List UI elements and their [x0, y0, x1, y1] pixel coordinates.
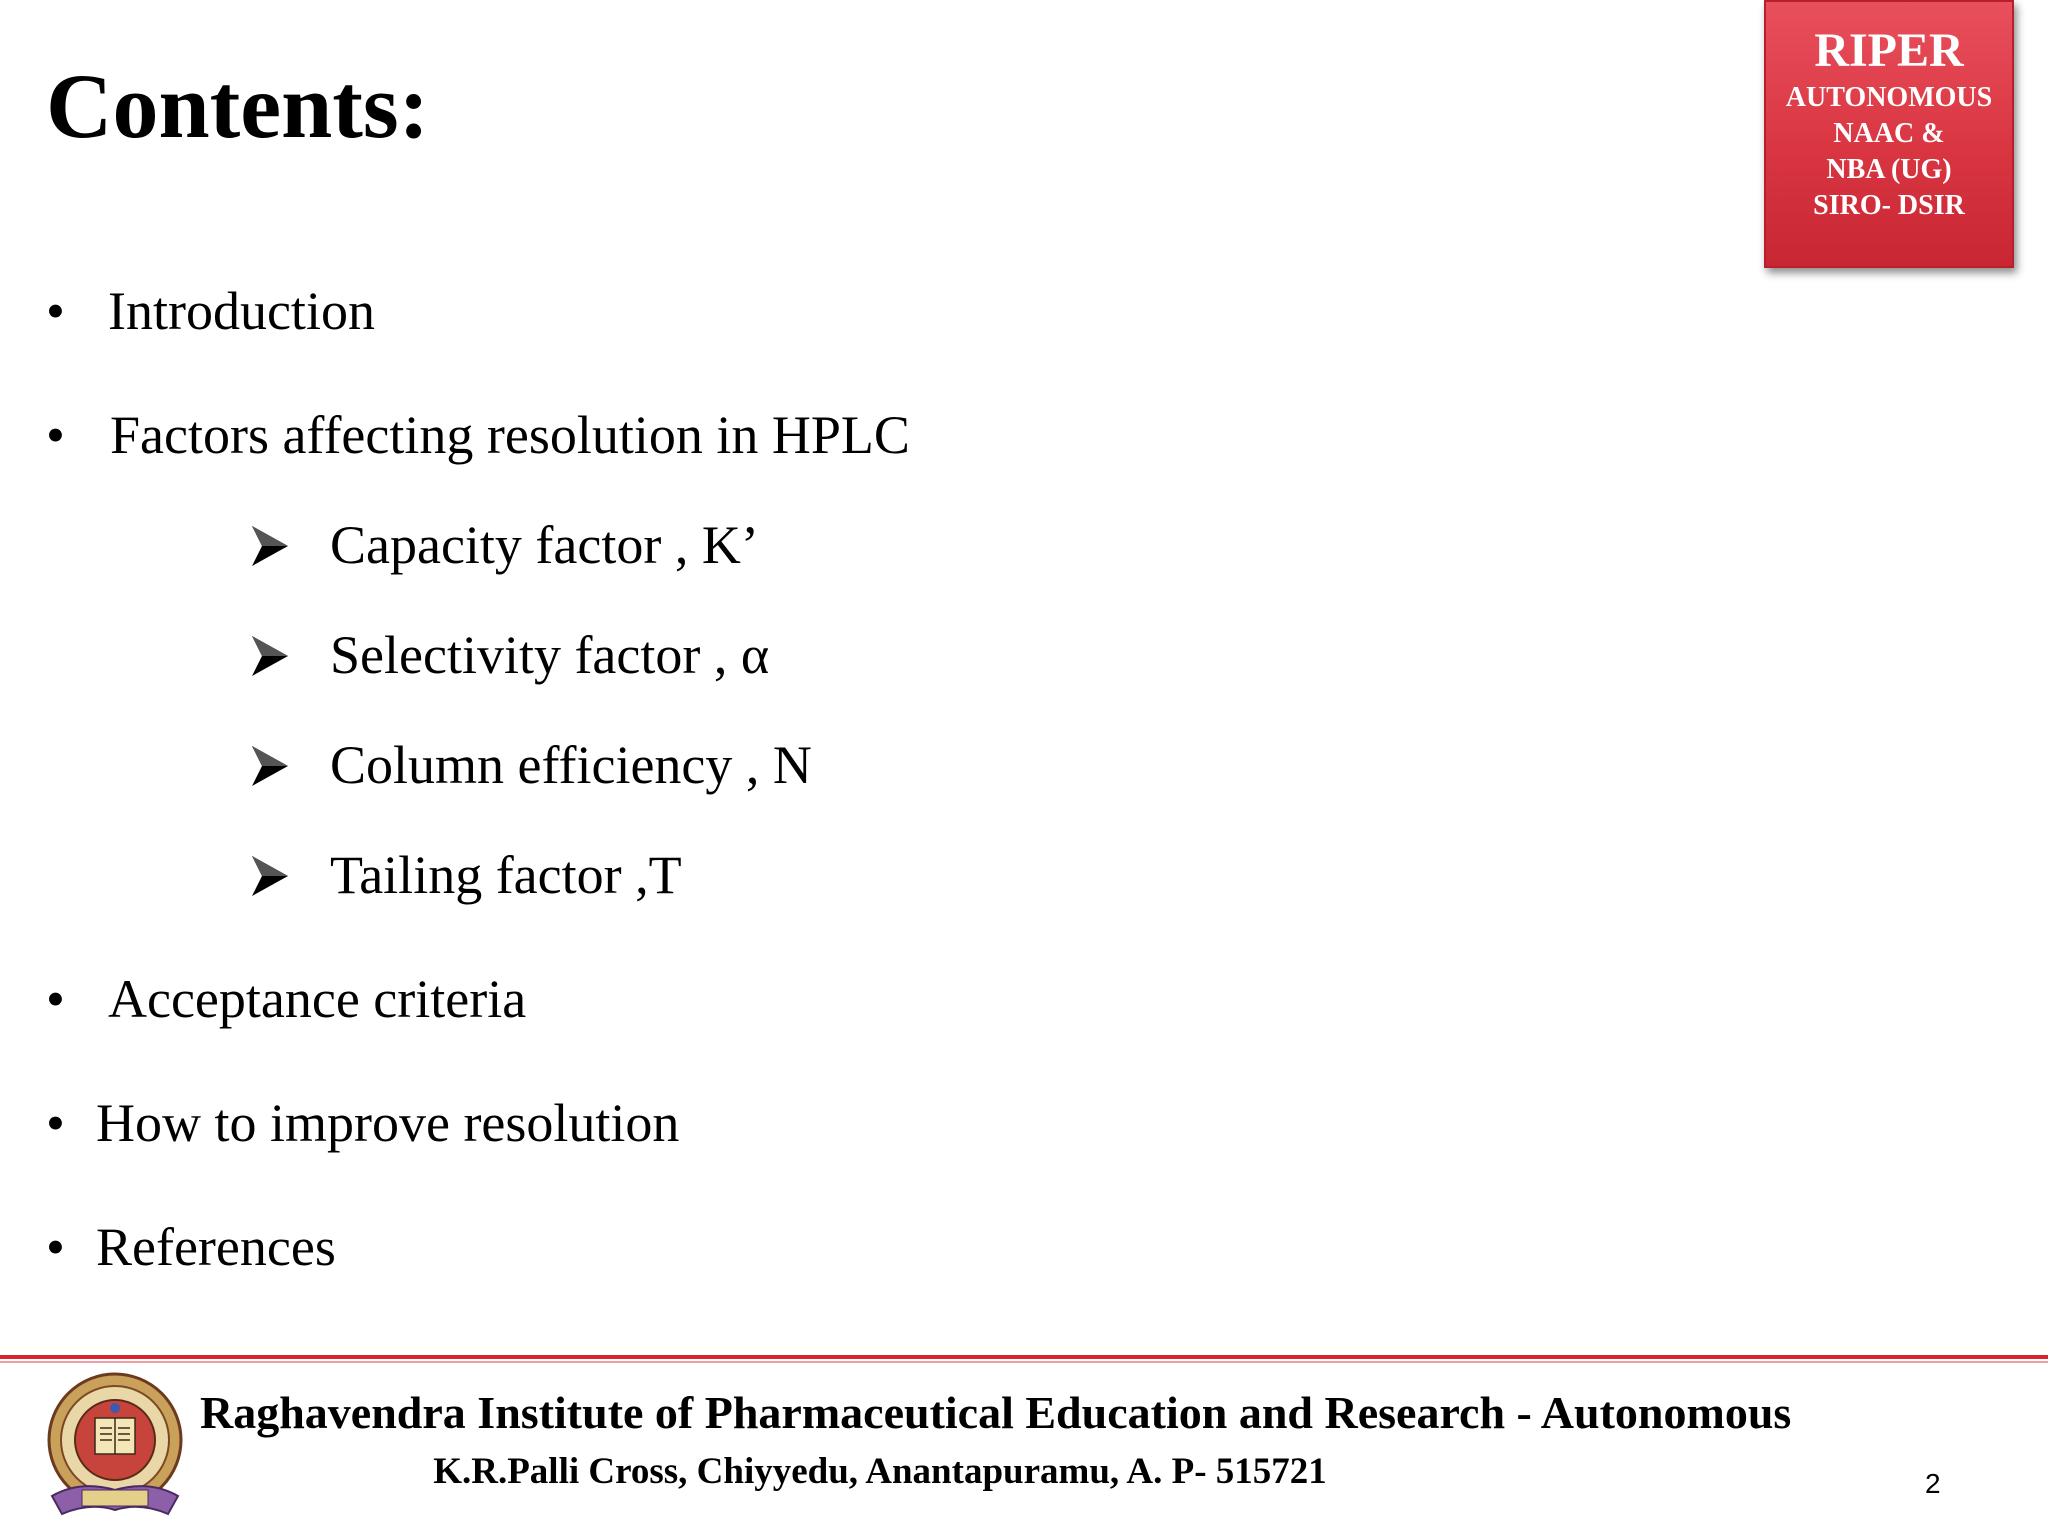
- arrow-bullet-icon: [250, 634, 290, 678]
- institution-badge: [1764, 0, 2014, 268]
- badge-line-naac: NAAC &: [1833, 118, 1945, 149]
- institution-address: K.R.Palli Cross, Chiyyedu, Anantapuramu, A. P- 515721: [433, 1451, 1327, 1492]
- badge-line-siro: SIRO- DSIR: [1813, 190, 1965, 221]
- badge-line-autonomous: AUTONOMOUS: [1785, 82, 1993, 113]
- list-item-text: Introduction: [108, 281, 375, 341]
- sub-list-item-text: Tailing factor ,T: [330, 845, 682, 905]
- bullet-icon: •: [46, 1093, 65, 1153]
- list-item-text: How to improve resolution: [96, 1093, 680, 1153]
- bullet-icon: •: [46, 969, 65, 1029]
- bullet-icon: •: [46, 1217, 65, 1277]
- institution-logo: [40, 1368, 190, 1528]
- slide-title: Contents:: [46, 55, 430, 157]
- badge-line-riper: RIPER: [1814, 24, 1964, 77]
- footer-divider: [0, 1355, 2048, 1359]
- list-item-text: Factors affecting resolution in HPLC: [110, 405, 910, 465]
- page-number: 2: [1925, 1468, 1941, 1499]
- institution-name: Raghavendra Institute of Pharmaceutical Education and Research - Autonomous: [200, 1387, 1792, 1438]
- badge-line-nba: NBA (UG): [1826, 154, 1952, 185]
- arrow-bullet-icon: [250, 744, 290, 788]
- footer-divider-shadow: [0, 1361, 2048, 1363]
- arrow-bullet-icon: [250, 854, 290, 898]
- sub-list-item-text: Capacity factor , K’: [330, 515, 759, 575]
- sub-list-item-text: Selectivity factor , α: [330, 625, 770, 685]
- list-item-text: References: [96, 1217, 336, 1277]
- sub-list-item-text: Column efficiency , N: [330, 735, 812, 795]
- bullet-icon: •: [46, 405, 65, 465]
- bullet-icon: •: [46, 281, 65, 341]
- arrow-bullet-icon: [250, 524, 290, 568]
- list-item-text: Acceptance criteria: [108, 969, 527, 1029]
